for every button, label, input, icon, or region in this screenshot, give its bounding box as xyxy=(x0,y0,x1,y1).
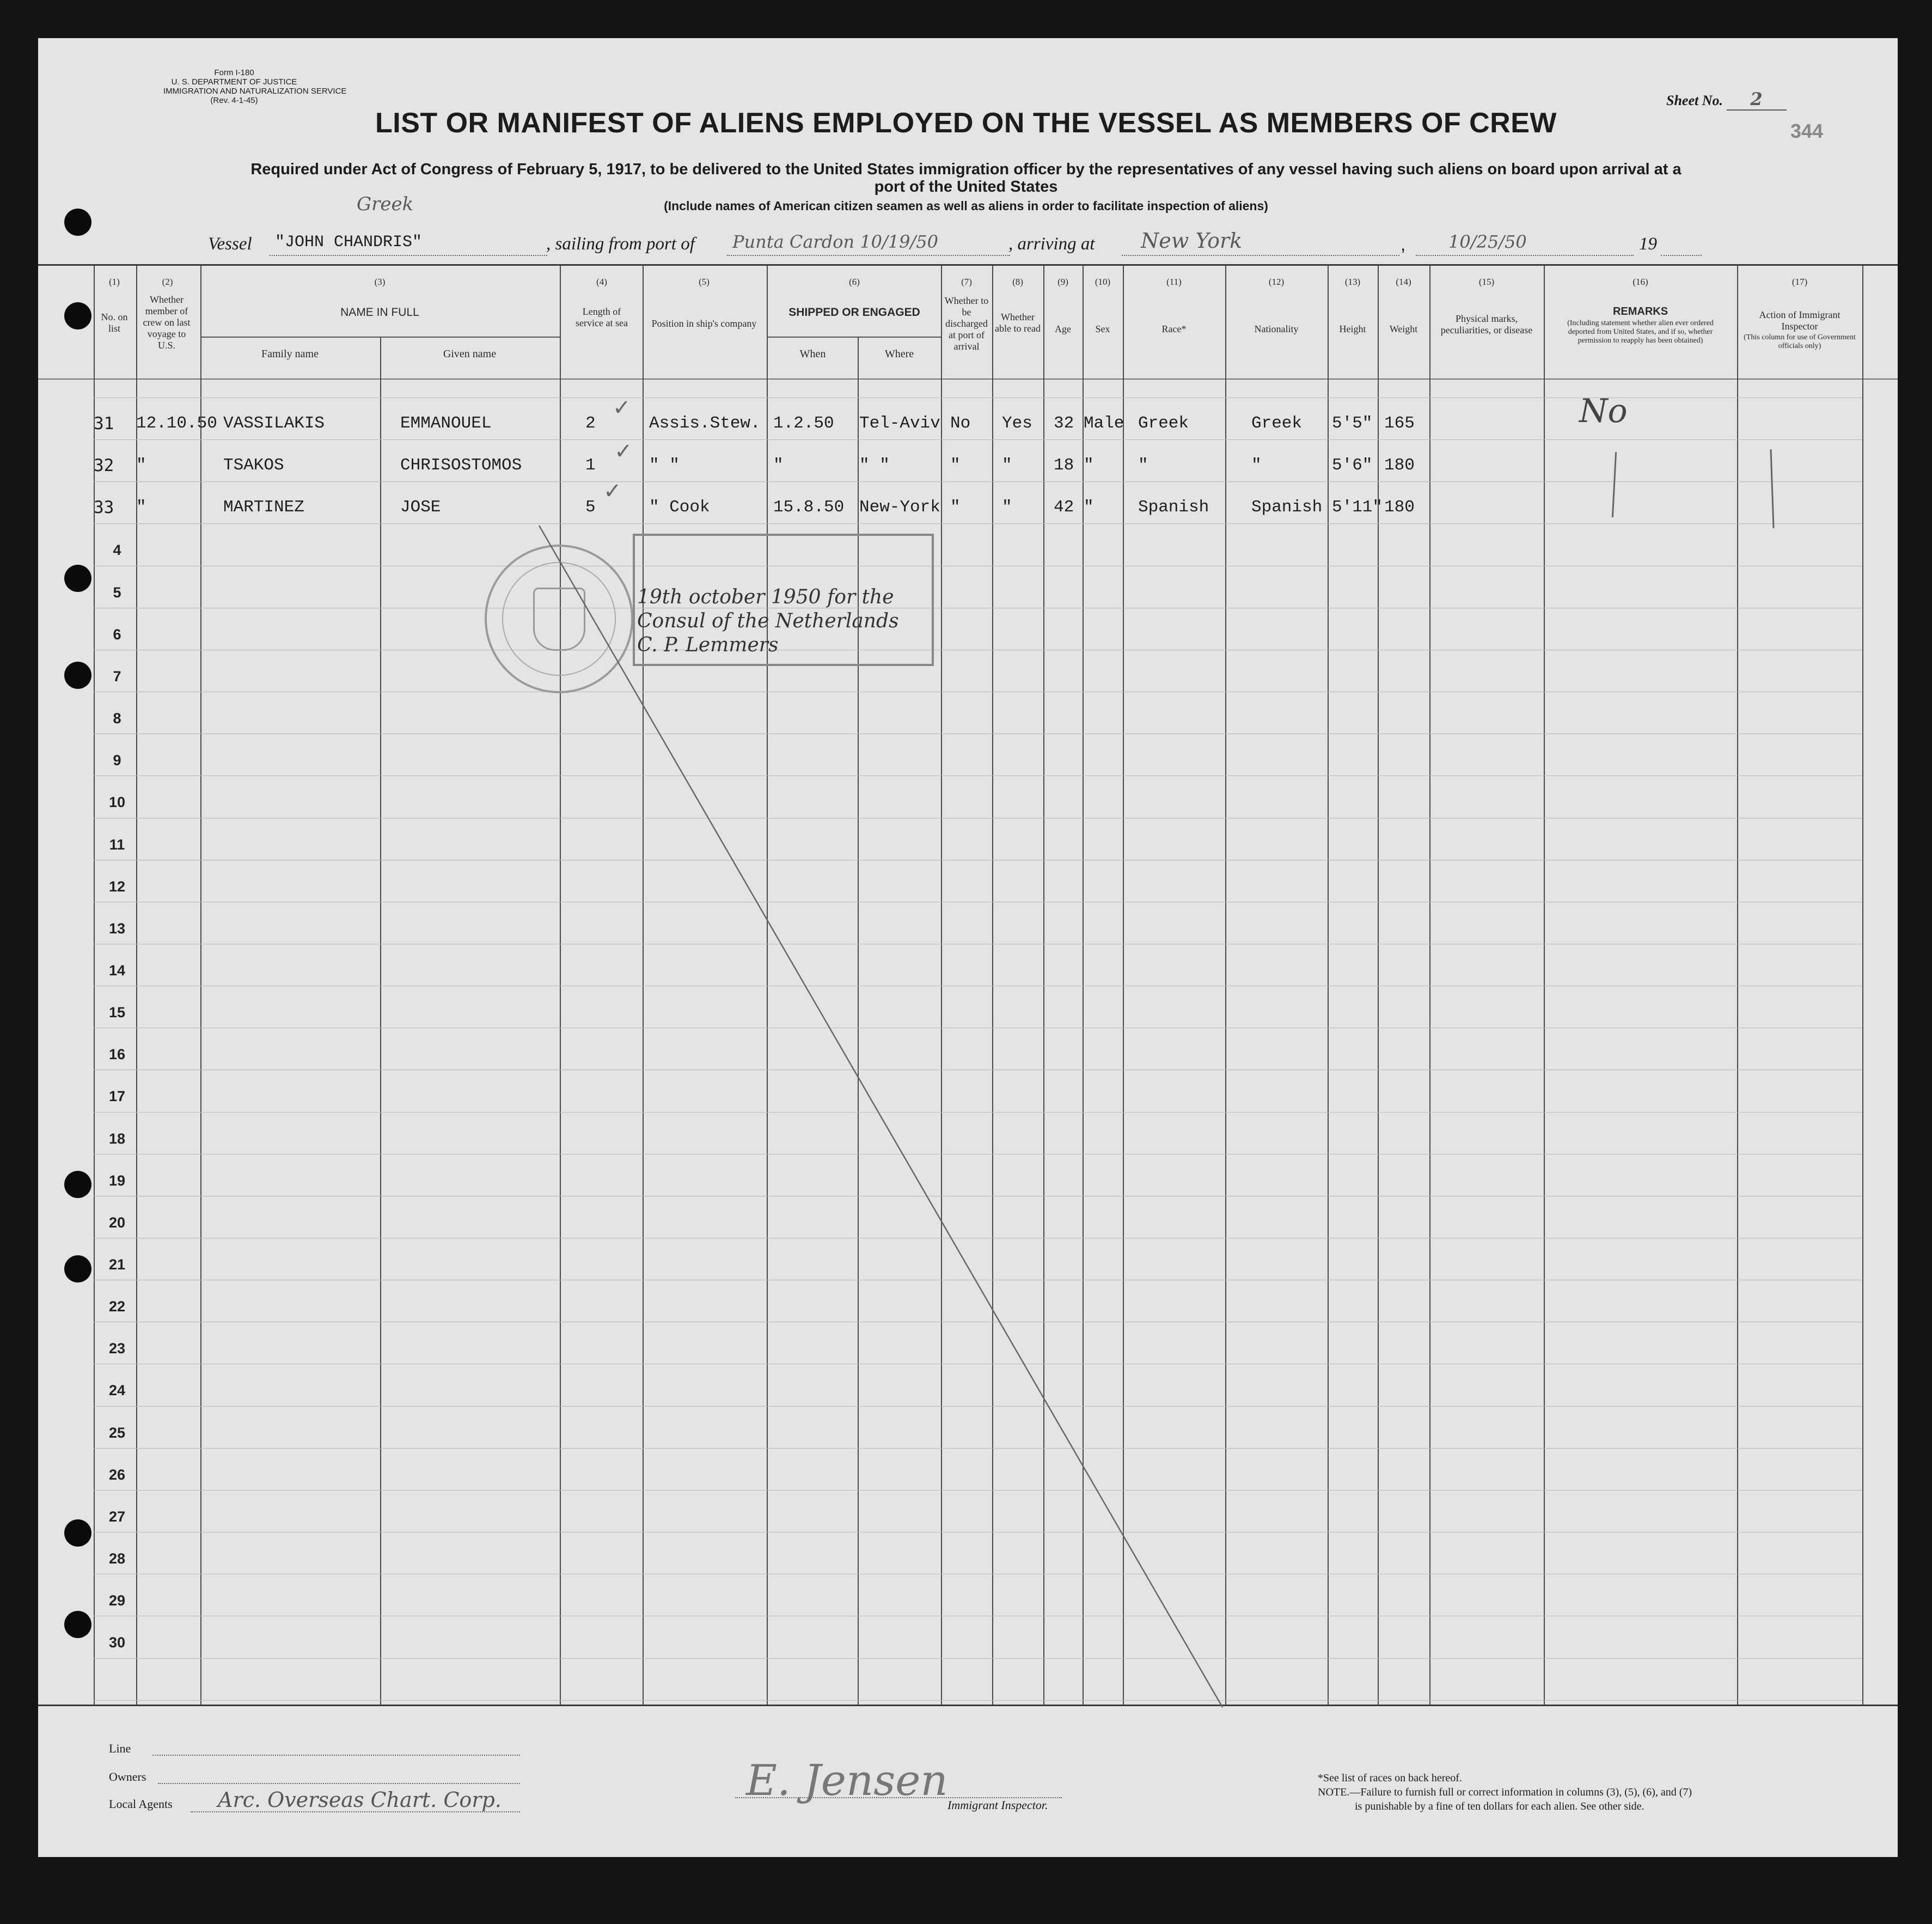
cell-given: CHRISOSTOMOS xyxy=(400,456,522,475)
column-header-race: Race* xyxy=(1161,323,1187,334)
column-number: (12) xyxy=(1268,277,1285,287)
sailing-label: , sailing from port of xyxy=(546,234,695,254)
line-number: 10 xyxy=(108,794,126,810)
stamped-page-number: 344 xyxy=(1790,120,1824,142)
column-number: (3) xyxy=(374,277,386,287)
line-number: 12 xyxy=(108,878,126,895)
arriving-label: , arriving at xyxy=(1008,234,1095,254)
line-number: 25 xyxy=(108,1425,126,1441)
column-number: (11) xyxy=(1166,277,1182,287)
cell-read: " xyxy=(1002,456,1012,475)
cell-when: " xyxy=(773,456,784,475)
line-number: 29 xyxy=(108,1592,126,1609)
column-number: (9) xyxy=(1057,277,1068,287)
owners-blank xyxy=(158,1783,520,1784)
check-mark: ✓ xyxy=(614,439,633,463)
column-header-physical-marks: Physical marks, peculiarities, or disease xyxy=(1440,313,1533,335)
cell-race: Greek xyxy=(1138,414,1189,433)
cell-age: 32 xyxy=(1054,414,1074,433)
line-label: Line xyxy=(109,1742,131,1755)
footnote-races: *See list of races on back hereof. xyxy=(1318,1772,1462,1784)
cell-weight: 165 xyxy=(1384,414,1415,433)
cell-given: JOSE xyxy=(400,498,441,517)
line-blank xyxy=(152,1755,520,1756)
column-header-nationality: Nationality xyxy=(1254,323,1299,334)
line-number: 22 xyxy=(108,1298,126,1315)
column-number: (6) xyxy=(849,277,860,287)
cell-race: " xyxy=(1138,456,1148,475)
cell-position: " Cook xyxy=(649,498,710,517)
subheader-family-name: Family name xyxy=(261,348,319,360)
owners-label: Owners xyxy=(109,1770,146,1783)
flag-note: Greek xyxy=(357,193,414,215)
cell-where: " " xyxy=(859,456,890,475)
column-number: (7) xyxy=(961,277,972,287)
cell-height: 5'11" xyxy=(1332,498,1383,517)
line-number: 27 xyxy=(108,1508,126,1525)
line-number: 9 xyxy=(113,752,121,768)
subheader-where: Where xyxy=(884,348,914,360)
line-number: 28 xyxy=(108,1550,126,1567)
cell-sex: " xyxy=(1084,456,1094,475)
cell-family: MARTINEZ xyxy=(223,498,304,517)
column-header-last-voyage: Whether member of crew on last voyage to U.S. xyxy=(143,294,191,351)
column-number: (14) xyxy=(1396,277,1411,287)
column-number: (8) xyxy=(1012,277,1023,287)
column-header-action: Action of Immigrant Inspector xyxy=(1759,309,1841,332)
line-number: 17 xyxy=(108,1088,126,1104)
agents-label: Local Agents xyxy=(109,1797,173,1811)
footnote-penalty-cont: is punishable by a fine of ten dollars for each alien. See other side. xyxy=(1355,1800,1644,1812)
line-number: 4 xyxy=(113,542,121,558)
vessel-label: Vessel xyxy=(208,234,252,254)
cell-weight: 180 xyxy=(1384,498,1415,517)
subheader-when: When xyxy=(799,348,826,360)
line-number: 30 xyxy=(108,1634,126,1651)
cell-family: VASSILAKIS xyxy=(223,414,325,433)
cell-family: TSAKOS xyxy=(223,456,284,475)
page-title: LIST OR MANIFEST OF ALIENS EMPLOYED ON THE VESSEL AS MEMBERS OF CREW xyxy=(375,107,1557,139)
vessel-name: "JOHN CHANDRIS" xyxy=(275,233,423,252)
cell-where: New-York xyxy=(859,498,940,517)
column-number: (1) xyxy=(109,277,120,287)
cell-sex: Male xyxy=(1084,414,1124,433)
cell-nationality: Greek xyxy=(1251,414,1303,433)
cell-weight: 180 xyxy=(1384,456,1415,475)
revision: (Rev. 4-1-45) xyxy=(210,96,258,105)
line-number: 18 xyxy=(108,1131,126,1147)
arrival-date: 10/25/50 xyxy=(1448,231,1527,252)
line-number: 20 xyxy=(108,1214,126,1231)
column-header-position: Position in ship's company xyxy=(651,318,757,329)
column-number: (15) xyxy=(1478,277,1495,287)
line-number: 14 xyxy=(108,962,126,979)
column-header-discharged: Whether to be discharged at port of arrival xyxy=(944,295,989,352)
cell-when: 1.2.50 xyxy=(773,414,834,433)
column-header-remarks: REMARKS xyxy=(1612,306,1668,317)
cell-last-voyage: " xyxy=(136,498,146,517)
column-header-age: Age xyxy=(1055,323,1071,334)
subtitle-line-2: port of the United States xyxy=(874,178,1058,196)
line-number: 15 xyxy=(108,1004,126,1021)
cell-position: Assis.Stew. xyxy=(649,414,761,433)
cell-position: " " xyxy=(649,456,680,475)
department: U. S. DEPARTMENT OF JUSTICE xyxy=(171,77,297,87)
cell-last-voyage: 12.10.50 xyxy=(136,414,217,433)
line-number: 26 xyxy=(108,1467,126,1483)
column-header-service: Length of service at sea xyxy=(576,306,628,328)
subtitle-line-1: Required under Act of Congress of February 5, 1917, to be delivered to the United States immigration officer by the representatives of any vessel having such aliens on board upon arrival at a xyxy=(250,161,1682,178)
column-number: (2) xyxy=(162,277,173,287)
cell-where: Tel-Aviv xyxy=(859,414,940,433)
column-number: (13) xyxy=(1344,277,1361,287)
cell-last-voyage: " xyxy=(136,456,146,475)
form-number: Form I-180 xyxy=(214,68,254,77)
cell-read: " xyxy=(1002,498,1012,517)
cell-no: 31 xyxy=(94,414,114,433)
arriving-at: New York xyxy=(1141,229,1243,253)
column-header-no: No. on list xyxy=(101,311,128,334)
cell-service: 1 xyxy=(585,456,596,475)
consular-stamp-text: 19th october 1950 for the Consul of the Netherlands C. P. Lemmers xyxy=(637,586,899,656)
cell-discharged: No xyxy=(950,414,971,433)
column-header-read: Whether able to read xyxy=(995,311,1041,334)
line-number: 19 xyxy=(108,1172,126,1189)
sheet-number: 2 xyxy=(1727,89,1787,111)
action-note: (This column for use of Government officials only) xyxy=(1744,333,1856,350)
column-number: (17) xyxy=(1792,277,1808,287)
inspector-signature: E. Jensen xyxy=(746,1756,948,1805)
check-mark: ✓ xyxy=(613,395,631,420)
sailing-from: Punta Cardon 10/19/50 xyxy=(732,231,938,252)
cell-height: 5'5" xyxy=(1332,414,1373,433)
column-number: (5) xyxy=(699,277,710,287)
column-header-weight: Weight xyxy=(1389,323,1418,334)
line-number: 21 xyxy=(108,1256,126,1273)
line-number: 13 xyxy=(108,920,126,937)
column-header-height: Height xyxy=(1339,323,1366,334)
check-mark: ✓ xyxy=(603,479,622,503)
cell-no: 32 xyxy=(94,456,114,475)
line-number: 6 xyxy=(113,626,121,643)
cell-read: Yes xyxy=(1002,414,1032,433)
cell-discharged: " xyxy=(950,498,961,517)
column-header-sex: Sex xyxy=(1095,323,1110,334)
sheet-label: Sheet No. xyxy=(1666,93,1723,108)
cell-nationality: " xyxy=(1251,456,1262,475)
line-number: 23 xyxy=(108,1340,126,1357)
remarks-handwritten-mark: No xyxy=(1579,392,1628,430)
cell-no: 33 xyxy=(94,498,114,517)
column-number: (4) xyxy=(596,277,607,287)
footnote-penalty: NOTE.—Failure to furnish full or correct information in columns (3), (5), (6), and (7) xyxy=(1318,1786,1692,1798)
line-number: 8 xyxy=(113,710,121,726)
inspector-label: Immigrant Inspector. xyxy=(947,1798,1048,1812)
column-header-name: NAME IN FULL xyxy=(340,306,419,319)
agents-value: Arc. Overseas Chart. Corp. xyxy=(218,1788,502,1812)
column-number: (10) xyxy=(1095,277,1111,287)
service: IMMIGRATION AND NATURALIZATION SERVICE xyxy=(163,87,347,96)
cell-height: 5'6" xyxy=(1332,456,1373,475)
line-number: 7 xyxy=(113,668,121,685)
subheader-given-name: Given name xyxy=(443,348,497,360)
cell-discharged: " xyxy=(950,456,961,475)
line-number: 16 xyxy=(108,1046,126,1062)
cell-nationality: Spanish xyxy=(1251,498,1323,517)
column-number: (16) xyxy=(1633,277,1648,287)
cell-service: 2 xyxy=(585,414,596,433)
agents-blank xyxy=(191,1811,520,1812)
line-number: 24 xyxy=(108,1382,126,1398)
cell-when: 15.8.50 xyxy=(773,498,845,517)
year-label: 19 xyxy=(1639,234,1657,254)
column-header-shipped: SHIPPED OR ENGAGED xyxy=(788,306,920,319)
cell-given: EMMANOUEL xyxy=(400,414,492,433)
cell-sex: " xyxy=(1084,498,1094,517)
subtitle-line-3: (Include names of American citizen seamen as well as aliens in order to facilitate inspection of aliens) xyxy=(664,199,1268,213)
cell-race: Spanish xyxy=(1138,498,1209,517)
line-number: 5 xyxy=(113,584,121,601)
cell-service: 5 xyxy=(585,498,596,517)
cell-age: 18 xyxy=(1054,456,1074,475)
cell-age: 42 xyxy=(1054,498,1074,517)
line-number: 11 xyxy=(109,836,125,853)
remarks-note: (Including statement whether alien ever ordered deported from United States, and if so, whether permission to reapply has been obtained) xyxy=(1567,319,1714,345)
